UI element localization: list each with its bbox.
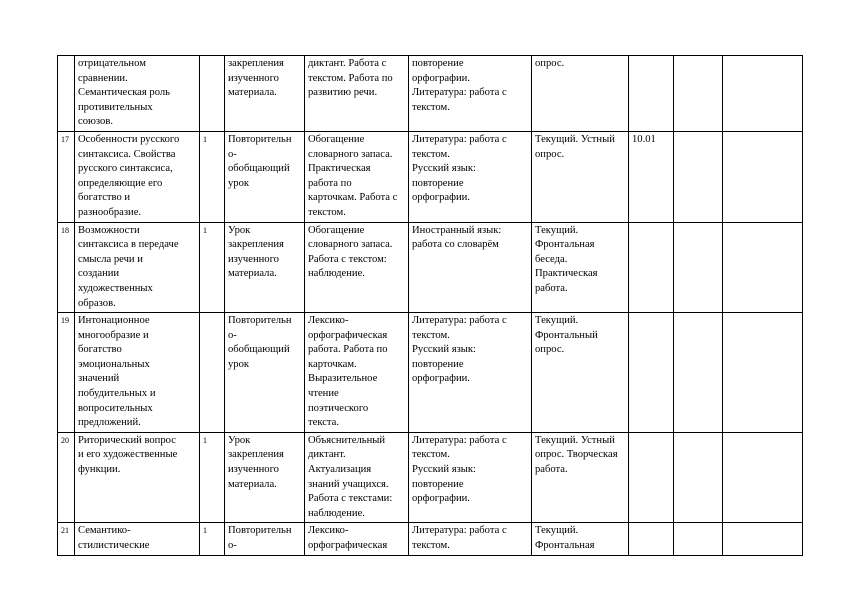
row-number-cell — [58, 56, 75, 132]
date-cell: 10.01 — [629, 131, 674, 222]
date-cell — [629, 523, 674, 555]
control-type-cell: опрос. — [532, 56, 629, 132]
activity-cell: Обогащение словарного запаса. Практическая работа по карточкам. Работа с текстом. — [305, 131, 409, 222]
table-row — [58, 222, 803, 313]
hours-cell: 1 — [200, 432, 225, 523]
empty-cell — [674, 313, 723, 433]
lesson-type-cell: Повторительн о- — [225, 523, 305, 555]
table-row — [58, 313, 803, 433]
empty-cell — [674, 56, 723, 132]
control-type-cell: Текущий. Фронтальная беседа. Практическая работа. — [532, 222, 629, 313]
table-row — [58, 523, 803, 555]
lesson-type-cell: Урок закрепления изученного материала. — [225, 222, 305, 313]
empty-cell — [674, 523, 723, 555]
empty-cell — [723, 56, 803, 132]
empty-cell — [674, 131, 723, 222]
empty-cell — [723, 432, 803, 523]
lesson-type-cell: Повторительн о- обобщающий урок — [225, 313, 305, 433]
topic-cell: Интонационное многообразие и богатство эмоциональных значений побудительных и вопросительных предложений. — [75, 313, 200, 433]
topic-cell: отрицательном сравнении. Семантическая роль противительных союзов. — [75, 56, 200, 132]
topic-cell: Риторический вопрос и его художественные функции. — [75, 432, 200, 523]
date-cell — [629, 56, 674, 132]
control-type-cell: Текущий. Устный опрос. Творческая работа. — [532, 432, 629, 523]
hours-cell: 1 — [200, 523, 225, 555]
lesson-type-cell: Повторительн о- обобщающий урок — [225, 131, 305, 222]
table-row — [58, 432, 803, 523]
row-number-cell: 21 — [58, 523, 75, 555]
lesson-type-cell: закрепления изученного материала. — [225, 56, 305, 132]
activity-cell: диктант. Работа с текстом. Работа по развитию речи. — [305, 56, 409, 132]
control-type-cell: Текущий. Фронтальный опрос. — [532, 313, 629, 433]
table-row — [58, 56, 803, 132]
hours-cell: 1 — [200, 222, 225, 313]
date-cell — [629, 222, 674, 313]
interdisciplinary-links-cell: Литература: работа с текстом. Русский язык: повторение орфографии. — [409, 131, 532, 222]
table-row — [58, 131, 803, 222]
interdisciplinary-links-cell: Иностранный язык: работа со словарём — [409, 222, 532, 313]
topic-cell: Возможности синтаксиса в передаче смысла речи и создании художественных образов. — [75, 222, 200, 313]
activity-cell: Лексико- орфографическая — [305, 523, 409, 555]
empty-cell — [723, 222, 803, 313]
hours-cell — [200, 56, 225, 132]
control-type-cell: Текущий. Фронтальная — [532, 523, 629, 555]
empty-cell — [723, 523, 803, 555]
hours-cell: 1 — [200, 131, 225, 222]
lesson-type-cell: Урок закрепления изученного материала. — [225, 432, 305, 523]
activity-cell: Объяснительный диктант. Актуализация знаний учащихся. Работа с текстами: наблюдение. — [305, 432, 409, 523]
empty-cell — [674, 432, 723, 523]
interdisciplinary-links-cell: повторение орфографии. Литература: работа с текстом. — [409, 56, 532, 132]
empty-cell — [723, 131, 803, 222]
topic-cell: Семантико- стилистические — [75, 523, 200, 555]
row-number-cell: 20 — [58, 432, 75, 523]
interdisciplinary-links-cell: Литература: работа с текстом. Русский язык: повторение орфографии. — [409, 432, 532, 523]
interdisciplinary-links-cell: Литература: работа с текстом. — [409, 523, 532, 555]
topic-cell: Особенности русского синтаксиса. Свойства русского синтаксиса, определяющие его богатство и разнообразие. — [75, 131, 200, 222]
activity-cell: Обогащение словарного запаса. Работа с текстом: наблюдение. — [305, 222, 409, 313]
interdisciplinary-links-cell: Литература: работа с текстом. Русский язык: повторение орфографии. — [409, 313, 532, 433]
date-cell — [629, 313, 674, 433]
hours-cell — [200, 313, 225, 433]
row-number-cell: 19 — [58, 313, 75, 433]
activity-cell: Лексико- орфографическая работа. Работа по карточкам. Выразительное чтение поэтического текста. — [305, 313, 409, 433]
row-number-cell: 18 — [58, 222, 75, 313]
date-cell — [629, 432, 674, 523]
empty-cell — [674, 222, 723, 313]
row-number-cell: 17 — [58, 131, 75, 222]
empty-cell — [723, 313, 803, 433]
lesson-plan-table — [57, 55, 803, 556]
control-type-cell: Текущий. Устный опрос. — [532, 131, 629, 222]
